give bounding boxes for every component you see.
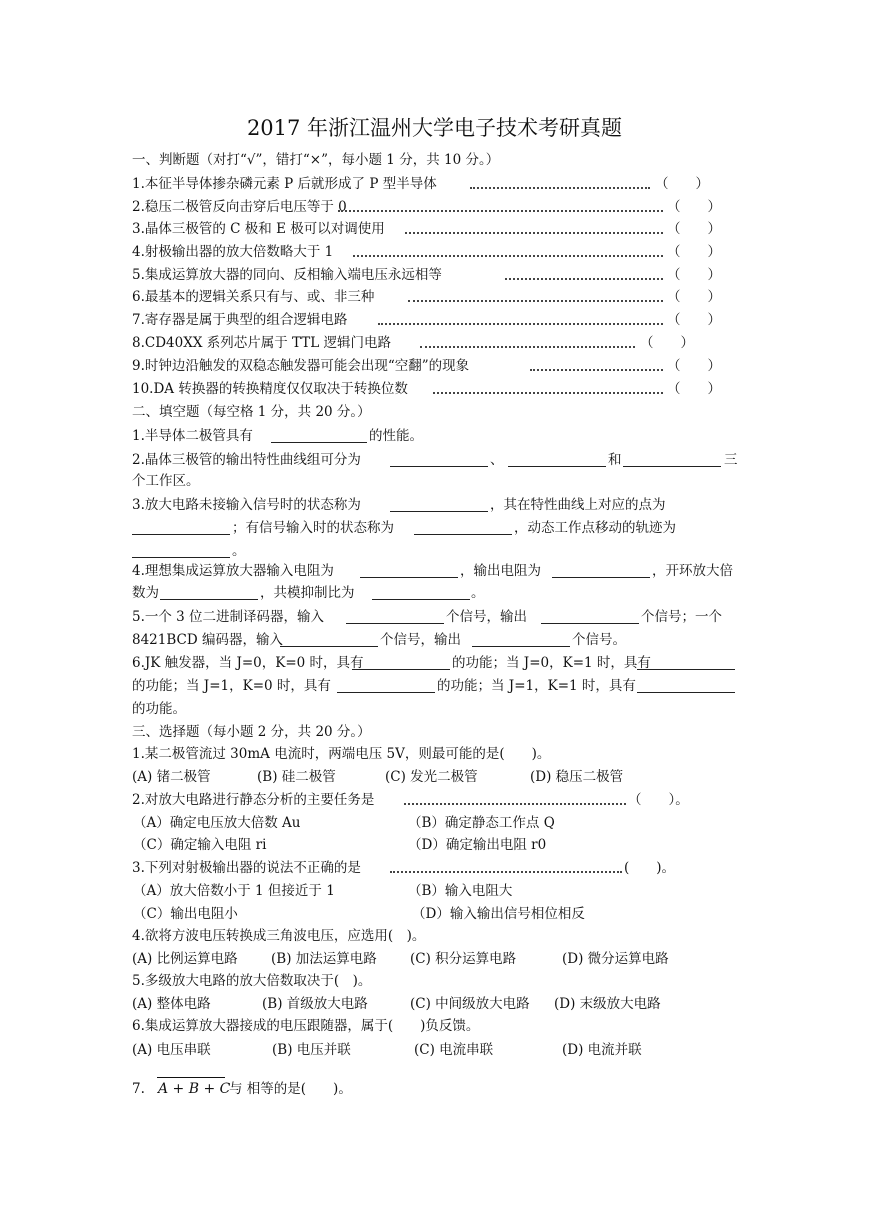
leader-dots: [470, 187, 650, 189]
choice-q2-option-a: （A）确定电压放大倍数 Au: [133, 815, 301, 831]
fill-blank: [623, 466, 721, 467]
choice-q4-option-b: (B) 加法运算电路: [271, 951, 377, 967]
fill-q6-text-e: 的功能。: [132, 701, 186, 717]
leader-dots: [420, 346, 635, 348]
judge-item-3: 3.晶体三极管的 C 极和 E 极可以对调使用: [132, 221, 385, 237]
judge-item-7: 7.寄存器是属于典型的组合逻辑电路: [132, 312, 348, 328]
choice-q1-option-d: (D) 稳压二极管: [530, 769, 624, 785]
fill-blank: [132, 534, 230, 535]
fill-q3-text-e: 。: [232, 543, 246, 559]
fill-q4-text-b: ，输出电阻为: [460, 563, 541, 579]
choice-q6-stem: 6.集成运算放大器接成的电压跟随器，属于( )负反馈。: [132, 1018, 480, 1034]
fill-blank: [372, 599, 470, 600]
fill-blank: [337, 692, 435, 693]
answer-paren: （ ）: [667, 358, 721, 374]
choice-q1-stem: 1.某二极管流过 30mA 电流时，两端电压 5V，则最可能的是( )。: [132, 746, 551, 762]
fill-q4-text-c: ，开环放大倍: [652, 563, 733, 579]
choice-q2-paren: （ ）。: [628, 792, 689, 808]
fill-blank: [271, 442, 367, 443]
choice-q6-option-a: (A) 电压串联: [132, 1042, 211, 1058]
choice-q5-option-c: (C) 中间级放大电路: [410, 996, 530, 1012]
fill-blank: [280, 646, 378, 647]
choice-q3-option-d: （D）输入输出信号相位相反: [412, 906, 585, 922]
judge-item-9: 9.时钟边沿触发的双稳态触发器可能会出现“空翻”的现象: [132, 358, 470, 374]
overline-bar: [157, 1077, 225, 1078]
leader-dots: [378, 323, 663, 325]
fill-q2-text-d: 三: [724, 452, 738, 468]
choice-q3-option-c: （C）输出电阻小: [133, 906, 238, 922]
leader-dots: [404, 803, 626, 805]
answer-paren: （ ）: [667, 199, 721, 215]
answer-paren: （ ）: [667, 312, 721, 328]
leader-dots: [390, 871, 622, 873]
fill-q3-text-d: ，动态工作点移动的轨迹为: [514, 520, 676, 536]
leader-dots: [338, 210, 663, 212]
answer-paren: （ ）: [640, 335, 694, 351]
fill-q5-text-c: 个信号；一个: [641, 609, 722, 625]
fill-q5-text-d: 8421BCD 编码器，输入: [132, 632, 283, 648]
leader-dots: [353, 255, 663, 257]
fill-q4-text-d: 数为: [132, 585, 159, 601]
choice-q4-option-a: (A) 比例运算电路: [132, 951, 238, 967]
fill-blank: [160, 599, 258, 600]
section1-heading: 一、判断题（对打“√”，错打“×”，每小题 1 分，共 10 分。）: [132, 152, 500, 168]
fill-q2-text-e: 个工作区。: [132, 473, 200, 489]
answer-paren: （ ）: [655, 176, 709, 192]
leader-dots: [408, 300, 663, 302]
fill-q4-text-a: 4.理想集成运算放大器输入电阻为: [132, 563, 334, 579]
judge-item-8: 8.CD40XX 系列芯片属于 TTL 逻辑门电路: [132, 335, 392, 351]
choice-q6-option-c: (C) 电流串联: [414, 1042, 494, 1058]
choice-q3-option-b: （B）输入电阻大: [408, 883, 513, 899]
fill-q4-text-f: 。: [471, 585, 485, 601]
choice-q4-option-c: (C) 积分运算电路: [410, 951, 517, 967]
fill-q2-text-b: 、: [490, 452, 504, 468]
choice-q2-option-d: （D）确定输出电阻 r0: [408, 837, 547, 853]
fill-q5-text-a: 5.一个 3 位二进制译码器，输入: [132, 609, 325, 625]
choice-q2-stem: 2.对放大电路进行静态分析的主要任务是: [132, 792, 375, 808]
choice-q7-rest: 与 相等的是( )。: [229, 1081, 352, 1097]
judge-item-6: 6.最基本的逻辑关系只有与、或、非三种: [132, 289, 375, 305]
fill-q3-text-a: 3.放大电路未接输入信号时的状态称为: [132, 497, 361, 513]
fill-q1-text-b: 的性能。: [369, 428, 423, 444]
answer-paren: （ ）: [667, 267, 721, 283]
choice-q1-option-a: (A) 锗二极管: [132, 769, 211, 785]
fill-blank: [472, 646, 570, 647]
answer-paren: （ ）: [667, 289, 721, 305]
answer-paren: （ ）: [667, 244, 721, 260]
judge-item-5: 5.集成运算放大器的同向、反相输入端电压永远相等: [132, 267, 442, 283]
fill-q6-text-b: 的功能；当 J=0，K=1 时，具有: [452, 655, 651, 671]
fill-q2-text-a: 2.晶体三极管的输出特性曲线组可分为: [132, 452, 361, 468]
fill-blank: [508, 466, 606, 467]
choice-q6-option-b: (B) 电压并联: [272, 1042, 351, 1058]
choice-q4-stem: 4.欲将方波电压转换成三角波电压，应选用( )。: [132, 928, 426, 944]
fill-q1-text-a: 1.半导体二极管具有: [132, 428, 253, 444]
fill-q6-text-d: 的功能；当 J=1，K=1 时，具有: [437, 678, 636, 694]
choice-q3-stem: 3.下列对射极输出器的说法不正确的是: [132, 860, 361, 876]
leader-dots: [530, 369, 663, 371]
page-title: 2017 年浙江温州大学电子技术考研真题: [246, 116, 623, 140]
section3-heading: 三、选择题（每小题 2 分，共 20 分。）: [132, 724, 371, 740]
choice-q2-option-c: （C）确定输入电阻 ri: [133, 837, 267, 853]
fill-q6-text-a: 6.JK 触发器，当 J=0，K=0 时，具有: [132, 655, 364, 671]
choice-q5-stem: 5.多级放大电路的放大倍数取决于( )。: [132, 973, 372, 989]
fill-blank: [390, 511, 488, 512]
choice-q3-paren: ( )。: [624, 860, 676, 876]
judge-item-1: 1.本征半导体掺杂磷元素 P 后就形成了 P 型半导体: [132, 176, 437, 192]
fill-blank: [132, 557, 230, 558]
answer-paren: （ ）: [667, 221, 721, 237]
fill-blank: [360, 577, 458, 578]
answer-paren: （ ）: [667, 381, 721, 397]
choice-q7-formula: A + B + C: [158, 1081, 231, 1097]
leader-dots: [405, 232, 663, 234]
choice-q1-option-b: (B) 硅二极管: [257, 769, 336, 785]
fill-blank: [637, 692, 735, 693]
choice-q5-option-d: (D) 末级放大电路: [554, 996, 661, 1012]
fill-q3-text-b: ，其在特性曲线上对应的点为: [490, 497, 666, 513]
fill-blank: [541, 623, 639, 624]
choice-q6-option-d: (D) 电流并联: [562, 1042, 642, 1058]
judge-item-10: 10.DA 转换器的转换精度仅仅取决于转换位数: [132, 381, 408, 397]
fill-blank: [390, 466, 488, 467]
fill-blank: [346, 623, 444, 624]
leader-dots: [505, 278, 663, 280]
judge-item-4: 4.射极输出器的放大倍数略大于 1: [132, 244, 334, 260]
judge-item-2: 2.稳压二极管反向击穿后电压等于 0: [132, 199, 347, 215]
fill-q5-text-f: 个信号。: [572, 632, 626, 648]
choice-q2-option-b: （B）确定静态工作点 Q: [408, 815, 555, 831]
section2-heading: 二、填空题（每空格 1 分，共 20 分。）: [132, 404, 371, 420]
fill-blank: [414, 534, 512, 535]
fill-q5-text-b: 个信号，输出: [446, 609, 527, 625]
fill-blank: [552, 577, 650, 578]
fill-q5-text-e: 个信号，输出: [380, 632, 461, 648]
fill-q3-text-c: ；有信号输入时的状态称为: [232, 520, 394, 536]
choice-q1-option-c: (C) 发光二极管: [385, 769, 478, 785]
choice-q3-option-a: （A）放大倍数小于 1 但接近于 1: [133, 883, 335, 899]
fill-blank: [352, 669, 450, 670]
choice-q5-option-b: (B) 首级放大电路: [262, 996, 368, 1012]
fill-q4-text-e: ，共模抑制比为: [260, 585, 355, 601]
fill-blank: [637, 669, 735, 670]
fill-q6-text-c: 的功能；当 J=1，K=0 时，具有: [132, 678, 331, 694]
choice-q7-number: 7.: [132, 1081, 145, 1097]
fill-q2-text-c: 和: [608, 452, 622, 468]
leader-dots: [433, 392, 663, 394]
choice-q4-option-d: (D) 微分运算电路: [562, 951, 669, 967]
choice-q5-option-a: (A) 整体电路: [132, 996, 211, 1012]
